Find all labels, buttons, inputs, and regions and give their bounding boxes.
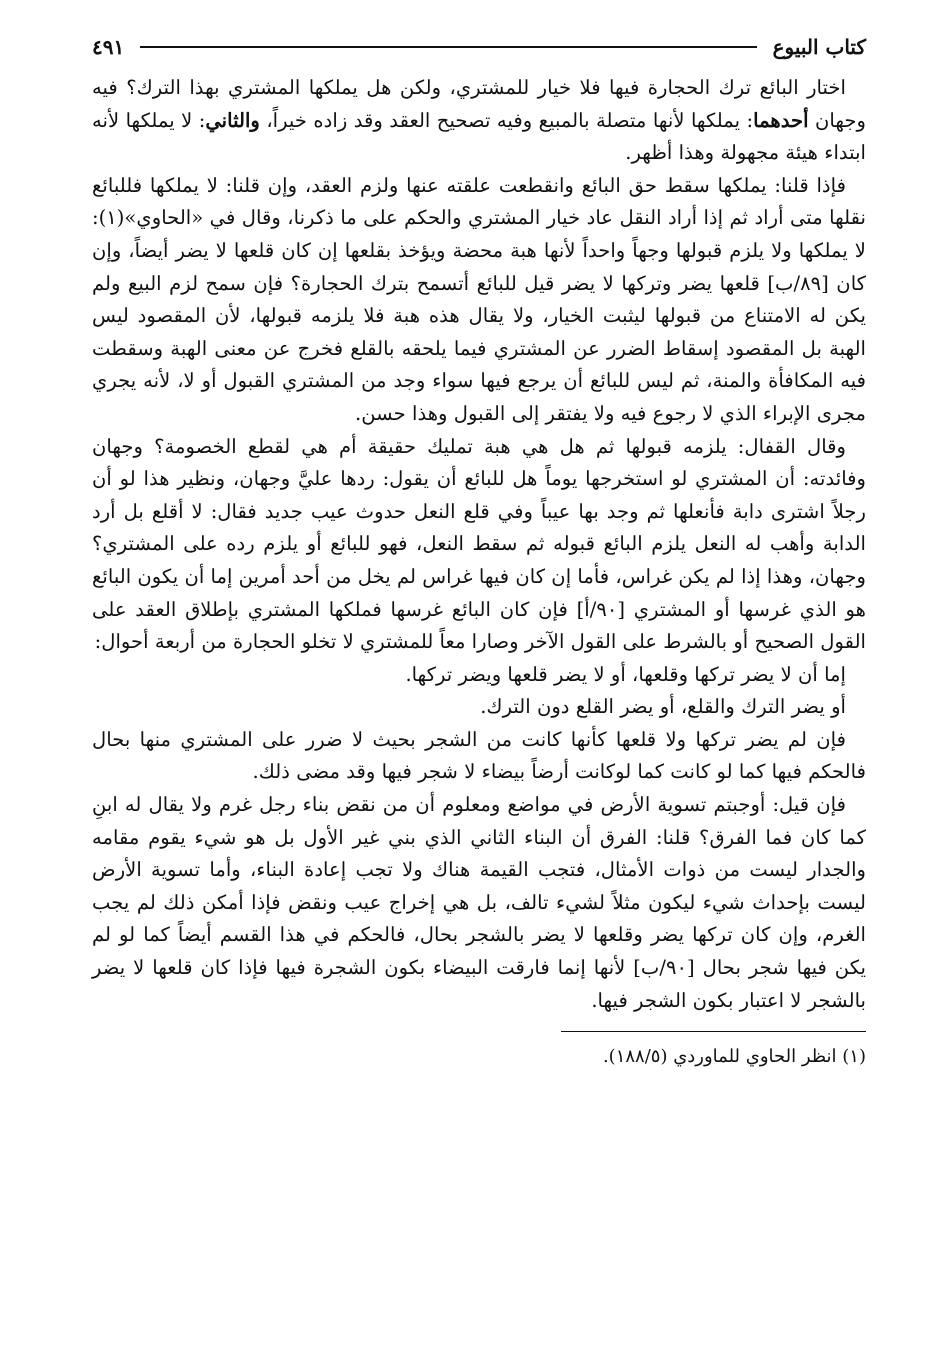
- running-header: [92, 30, 866, 64]
- main-text: [92, 72, 866, 1017]
- footnote: (١) انظر الحاوي للماوردي (١٨٨/٥).: [602, 1046, 866, 1068]
- paragraph: اختار البائع ترك الحجارة فيها فلا خيار للمشتري، ولكن هل يملكها المشتري بهذا الترك؟ فيه وجهان أحدهما: يملكها لأنها متصلة بالمبيع وفيه تصحيح العقد وقد زاده خيراً، والثاني: لا يملكها لأنه ابتداء هيئة مجهولة وهذا أظهر.: [92, 76, 866, 165]
- paragraph: أو يضر الترك والقلع، أو يضر القلع دون الترك.: [480, 695, 846, 719]
- bold-term: والثاني: [205, 108, 260, 132]
- paragraph: إما أن لا يضر تركها وقلعها، أو لا يضر قلعها ويضر تركها.: [405, 662, 846, 686]
- paragraph: فإن قيل: أوجبتم تسوية الأرض في مواضع ومعلوم أن من نقض بناء رجل غرم ولا يقال له ابنِ كما كان فما الفرق؟ قلنا: الفرق أن البناء الثاني الذي بني غير الأول بل هو شيء يقوم مقامه والجدار ليست من ذوات الأمثال، فتجب القيمة هناك ولا تجب إعادة البناء، وأما تسوية الأرض ليست بإحداث شيء ليكون مثلاً لشيء تالف، بل هي إخراج عيب ونقض فإذا أمكن ذلك لم يجب الغرم، وإن كان تركها يضر وقلعها لا يضر بالشجر بحال، فالحكم في هذا القسم أيضاً كما لو لم يكن فيها شجر بحال [٩٠/ب] لأنها إنما فارقت البيضاء بكون الشجرة فيها فإذا كان قلعها لا يضر بالشجر لا اعتبار بكون الشجر فيها.: [92, 793, 866, 1012]
- page: [92, 30, 866, 1067]
- header-rule: [140, 46, 756, 48]
- paragraph: وقال القفال: يلزمه قبولها ثم هل هي هبة تمليك حقيقة أم هي لقطع الخصومة؟ وجهان وفائدته: أن المشتري لو استخرجها يوماً هل للبائع أن يقول: ردها عليَّ وجهان، ونظير هذا لو أن رجلاً اشترى دابة فأنعلها ثم وجد بها عيباً وفي قلع النعل حدوث عيب جديد فقال: لا أقلع بل أرد الدابة وأهب له النعل يلزم البائع قبوله ثم سقط النعل، فهو للبائع أو يلزم رده على المشتري؟ وجهان، وهذا إذا لم يكن غراس، فأما إن كان فيها غراس لم يخل من أحد أمرين إما أن يكون البائع هو الذي غرسها أو المشتري [٩٠/أ] فإن كان البائع غرسها فملكها المشتري بإطلاق العقد على القول الصحيح أو بالشرط على القول الآخر وصارا معاً للمشتري لا تخلو الحجارة من أربعة أحوال:: [92, 434, 866, 654]
- paragraph: فإن لم يضر تركها ولا قلعها كأنها كانت من الشجر بحيث لا ضرر على المشتري منها بحال فالحكم فيها كما لو كانت كما لوكانت أرضاً بيضاء لا شجر فيها وقد مضى ذلك.: [92, 727, 866, 784]
- paragraph: فإذا قلنا: يملكها سقط حق البائع وانقطعت علقته عنها ولزم العقد، وإن قلنا: لا يملكها فللبائع نقلها متى أراد ثم إذا أراد النقل عاد خيار المشتري والحكم على ما ذكرنا، وقال في «الحاوي»(١): لا يملكها ولا يلزم قبولها وجهاً واحداً لأنها هبة محضة ويؤخذ بقلعها إن كان قلعها لا يضر أيضاً، وإن كان [٨٩/ب] قلعها يضر وتركها لا يضر قيل للبائع أتسمح بترك الحجارة؟ فإن سمح لزم البيع ولم يكن له الامتناع من قبولها ليثبت الخيار، ولا يقال هذه هبة فلا يلزمه قبولها، لأن المقصود ليس الهبة بل المقصود إسقاط الضرر عن المشتري فيما يلحقه بالقلع فخرج عن معنى الهبة وسقطت فيه المكافأة والمنة، ثم ليس للبائع أن يرجع فيها سواء وجد من المشتري القبول أو لا، لأنه يجري مجرى الإبراء الذي لا رجوع فيه ولا يفتقر إلى القبول وهذا حسن.: [92, 173, 866, 425]
- page-number: ٤٩١: [92, 35, 125, 59]
- bold-term: أحدهما: [753, 108, 809, 132]
- book-title: كتاب البيوع: [772, 35, 866, 59]
- footnote-separator: [561, 1031, 866, 1032]
